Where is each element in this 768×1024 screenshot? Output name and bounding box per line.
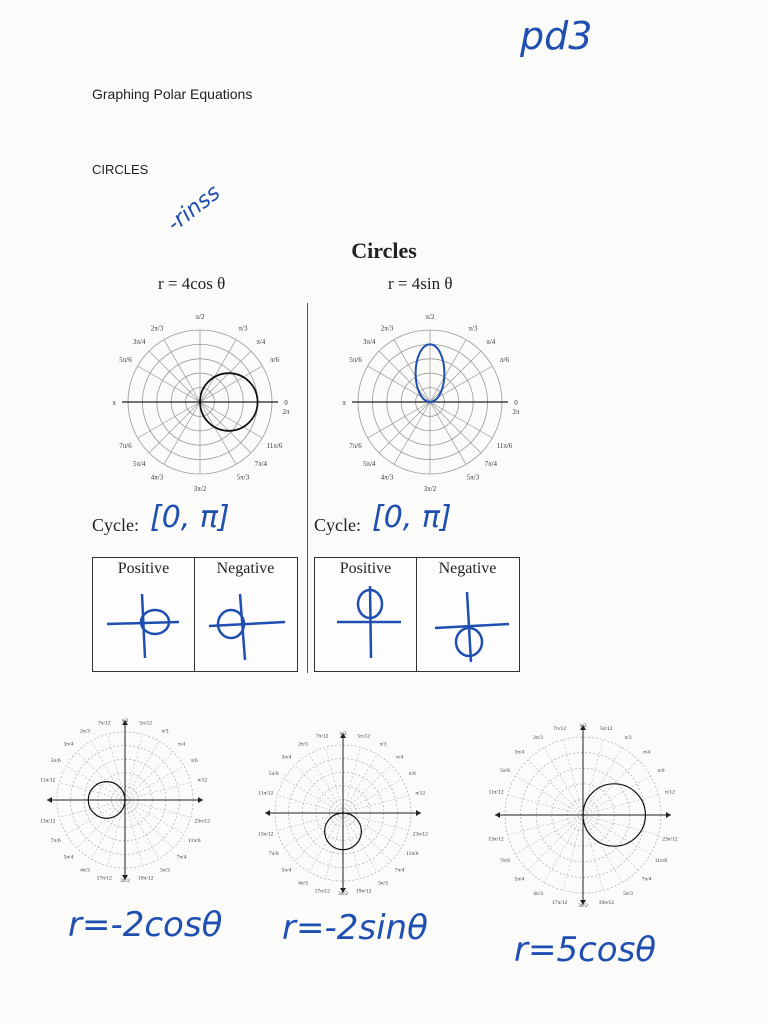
angle-label: π/6 (499, 356, 509, 364)
grid-ray (508, 815, 583, 835)
positive-sketch (93, 558, 194, 671)
angle-label: 19π/12 (138, 875, 154, 882)
angle-label: π/6 (269, 356, 279, 364)
angle-label: π/2 (339, 731, 347, 737)
grid-ray (125, 800, 143, 866)
grid-ray (379, 402, 430, 453)
grid-ray (343, 813, 377, 872)
page-title: Graphing Polar Equations (92, 86, 253, 102)
angle-label: 3π/2 (423, 485, 437, 493)
grid-ray (394, 402, 430, 464)
grid-ray (91, 800, 125, 859)
angle-label: π/12 (415, 790, 426, 797)
grid-ray (277, 795, 343, 813)
grid-ray (343, 765, 391, 813)
polar-graph-left (100, 300, 300, 505)
grid-ray (77, 752, 125, 800)
worksheet-title: Circles (351, 238, 417, 263)
angle-label: π/2 (121, 718, 129, 724)
grid-ray (583, 776, 651, 815)
grid-ray (583, 815, 651, 854)
grid-ray (125, 741, 159, 800)
angle-label: 3π/4 (362, 338, 376, 347)
angle-label: 7π/12 (553, 726, 566, 733)
grid-ray (59, 800, 125, 818)
angle-label: 3π/4 (132, 338, 146, 347)
handwritten-equation-3: r=5cosθ (514, 930, 657, 970)
angle-label: π (342, 399, 346, 407)
polar-graph-bottom-2 (248, 718, 438, 908)
angle-label: π/4 (256, 338, 266, 347)
angle-label: 3π/2 (193, 485, 207, 493)
grid-ray (125, 782, 191, 800)
angle-label: π/6 (408, 771, 416, 777)
angle-label: π/3 (379, 741, 387, 748)
grid-ray (125, 800, 191, 818)
grid-ray (515, 776, 583, 815)
angle-label: π/3 (238, 324, 248, 333)
grid-ray (125, 800, 159, 859)
grid-ray (284, 779, 343, 813)
angle-label: 5π/4 (514, 876, 525, 883)
grid-ray (138, 366, 200, 402)
angle-label: 11π/12 (40, 777, 56, 784)
grid-ray (77, 800, 125, 848)
grid-ray (325, 813, 343, 879)
angle-label: 4π/3 (150, 473, 164, 482)
angle-label: 11π/6 (266, 442, 283, 450)
negative-sketch (195, 558, 296, 671)
angle-label: 17π/12 (314, 888, 330, 895)
grid-ray (343, 747, 361, 813)
negative-header: Negative (438, 560, 497, 577)
angle-label: 11π/6 (496, 442, 513, 450)
equation-r-4cos: r = 4cos θ (158, 274, 226, 293)
angle-label: 5π/3 (160, 867, 170, 874)
positive-sketch (315, 558, 416, 671)
grid-ray (528, 760, 583, 815)
angle-label: 23π/12 (194, 818, 210, 825)
grid-ray (544, 815, 583, 883)
angle-label: 0 (284, 399, 288, 407)
column-divider (307, 303, 308, 673)
grid-ray (394, 340, 430, 402)
grid-ray (138, 402, 200, 438)
grid-ray (528, 815, 583, 870)
handwritten-equation-1: r=-2cosθ (68, 905, 223, 945)
angle-label: 3π/2 (578, 903, 588, 909)
angle-label: 5π/4 (362, 459, 376, 468)
grid-ray (343, 813, 402, 847)
grid-ray (200, 402, 236, 464)
grid-ray (284, 813, 343, 847)
angle-label: 11π/6 (406, 851, 419, 857)
angle-label: π/3 (624, 735, 632, 742)
angle-label: 19π/12 (598, 899, 614, 906)
positive-header: Positive (339, 560, 392, 577)
angle-label: 2π/3 (80, 728, 90, 735)
angle-label: 11π/12 (258, 790, 274, 797)
angle-label: 2π/3 (298, 741, 308, 748)
angle-label: 11π/6 (188, 838, 201, 844)
angle-label: 2π (282, 408, 290, 416)
angle-label: 5π/4 (281, 867, 292, 874)
grid-ray (583, 740, 603, 815)
angle-label: π/6 (657, 768, 665, 774)
angle-label: 13π/12 (488, 836, 504, 843)
polar-graph-bottom-3 (468, 710, 698, 925)
angle-label: 13π/12 (40, 818, 56, 825)
grid-ray (125, 752, 173, 800)
angle-label: 5π/3 (466, 473, 480, 482)
angle-label: π/3 (468, 324, 478, 333)
grid-ray (379, 351, 430, 402)
polar-graph-right (330, 300, 530, 505)
angle-label: 7π/6 (349, 442, 362, 450)
cycle-answer-right: [0, π] (372, 500, 452, 535)
angle-label: 5π/3 (623, 890, 633, 897)
equation-r-4sin: r = 4sin θ (388, 274, 453, 293)
grid-ray (563, 740, 583, 815)
angle-label: 5π/12 (139, 720, 152, 727)
grid-ray (583, 747, 622, 815)
angle-label: π/4 (643, 749, 651, 756)
angle-label: 5π/6 (50, 758, 61, 764)
positive-cell (93, 558, 195, 671)
angle-label: 7π/4 (254, 459, 268, 468)
grid-ray (125, 734, 143, 800)
angle-label: π/2 (195, 313, 205, 321)
angle-label: 23π/12 (662, 836, 678, 843)
angle-label: 7π/4 (641, 876, 652, 883)
angle-label: 5π/12 (600, 726, 613, 733)
cycle-label-left: Cycle: (92, 515, 139, 535)
angle-label: π/4 (486, 338, 496, 347)
grid-ray (125, 800, 173, 848)
grid-ray (164, 340, 200, 402)
axis-arrow (666, 812, 671, 818)
angle-label: 7π/6 (50, 838, 61, 844)
positive-header: Positive (117, 560, 170, 577)
grid-ray (295, 765, 343, 813)
grid-ray (343, 813, 361, 879)
angle-label: 5π/3 (378, 880, 388, 887)
axis-arrow (198, 797, 203, 803)
axis-arrow (47, 797, 52, 803)
grid-ray (91, 741, 125, 800)
angle-label: 11π/12 (488, 789, 504, 796)
angle-label: π/12 (665, 789, 675, 796)
grid-ray (343, 795, 409, 813)
grid-ray (430, 402, 492, 438)
grid-ray (430, 402, 466, 464)
axis-arrow (495, 812, 500, 818)
grid-ray (583, 815, 603, 890)
angle-label: π/2 (425, 313, 435, 321)
cycle-label-right: Cycle: (314, 515, 361, 535)
angle-label: 5π/12 (357, 733, 370, 740)
angle-label: 2π/3 (150, 324, 164, 333)
angle-label: 7π/12 (98, 720, 111, 727)
negative-header: Negative (216, 560, 275, 577)
grid-ray (583, 815, 622, 883)
angle-label: 17π/12 (552, 899, 568, 906)
grid-ray (430, 351, 481, 402)
angle-label: 7π/4 (176, 854, 187, 861)
angle-label: 3π/4 (514, 749, 525, 756)
angle-label: π/4 (178, 741, 186, 748)
angle-label: 3π/2 (338, 891, 348, 897)
grid-ray (430, 402, 481, 453)
positive-cell (315, 558, 417, 671)
negative-cell (417, 558, 518, 671)
grid-ray (430, 340, 466, 402)
grid-ray (309, 754, 343, 813)
angle-label: π/3 (161, 728, 169, 735)
angle-label: 5π/6 (119, 356, 132, 364)
angle-label: 5π/6 (349, 356, 362, 364)
grid-ray (164, 402, 200, 464)
angle-label: π/12 (197, 777, 208, 784)
angle-label: 5π/4 (63, 854, 74, 861)
sign-table-left (92, 557, 298, 672)
angle-label: 5π/6 (500, 768, 510, 774)
angle-label: 2π (512, 408, 520, 416)
grid-ray (368, 402, 430, 438)
grid-ray (59, 782, 125, 800)
angle-label: π/2 (579, 723, 587, 729)
angle-label: 0 (514, 399, 518, 407)
angle-label: 5π/6 (268, 771, 279, 777)
angle-label: 7π/4 (484, 459, 498, 468)
angle-label: 4π/3 (298, 880, 308, 887)
polar-graph-bottom-1 (30, 712, 220, 902)
grid-ray (200, 402, 262, 438)
angle-label: 13π/12 (258, 831, 274, 838)
grid-ray (295, 813, 343, 861)
angle-label: 4π/3 (380, 473, 394, 482)
grid-ray (563, 815, 583, 890)
angle-label: 5π/3 (236, 473, 250, 482)
grid-ray (200, 340, 236, 402)
axis-arrow (416, 810, 421, 816)
angle-label: 4π/3 (533, 890, 543, 897)
grid-ray (125, 766, 184, 800)
angle-label: 5π/4 (132, 459, 146, 468)
angle-label: π/6 (190, 758, 198, 764)
negative-cell (195, 558, 296, 671)
cycle-answer-left: [0, π] (150, 500, 230, 535)
grid-ray (149, 351, 200, 402)
grid-ray (583, 795, 658, 815)
handwritten-note: -rinss (162, 180, 226, 237)
grid-ray (149, 402, 200, 453)
angle-label: 3π/4 (281, 754, 292, 761)
angle-label: 7π/6 (500, 858, 510, 864)
grid-ray (125, 800, 184, 834)
section-heading: CIRCLES (92, 162, 149, 177)
angle-label: 7π/4 (394, 867, 405, 874)
angle-label: 2π/3 (380, 324, 394, 333)
angle-label: π/4 (396, 754, 404, 761)
angle-label: 19π/12 (356, 888, 372, 895)
angle-label: 7π/12 (316, 733, 329, 740)
grid-ray (583, 815, 658, 835)
angle-label: 2π/3 (533, 735, 543, 742)
angle-label: 11π/6 (654, 858, 668, 864)
axis-arrow (265, 810, 270, 816)
grid-ray (309, 813, 343, 872)
grid-ray (66, 766, 125, 800)
negative-sketch (417, 558, 518, 671)
angle-label: 7π/6 (268, 851, 279, 857)
grid-ray (343, 813, 391, 861)
grid-ray (200, 366, 262, 402)
handwritten-equation-2: r=-2sinθ (282, 908, 428, 948)
grid-ray (66, 800, 125, 834)
handwritten-period: pd3 (520, 14, 593, 58)
angle-label: π (112, 399, 116, 407)
angle-label: 3π/2 (120, 878, 130, 884)
angle-label: 17π/12 (96, 875, 112, 882)
sign-table-right (314, 557, 520, 672)
grid-ray (343, 754, 377, 813)
grid-ray (343, 779, 402, 813)
angle-label: 23π/12 (412, 831, 428, 838)
grid-ray (515, 815, 583, 854)
grid-ray (544, 747, 583, 815)
angle-label: 7π/6 (119, 442, 132, 450)
grid-ray (508, 795, 583, 815)
angle-label: 3π/4 (63, 741, 74, 748)
grid-ray (325, 747, 343, 813)
angle-label: 4π/3 (80, 867, 90, 874)
